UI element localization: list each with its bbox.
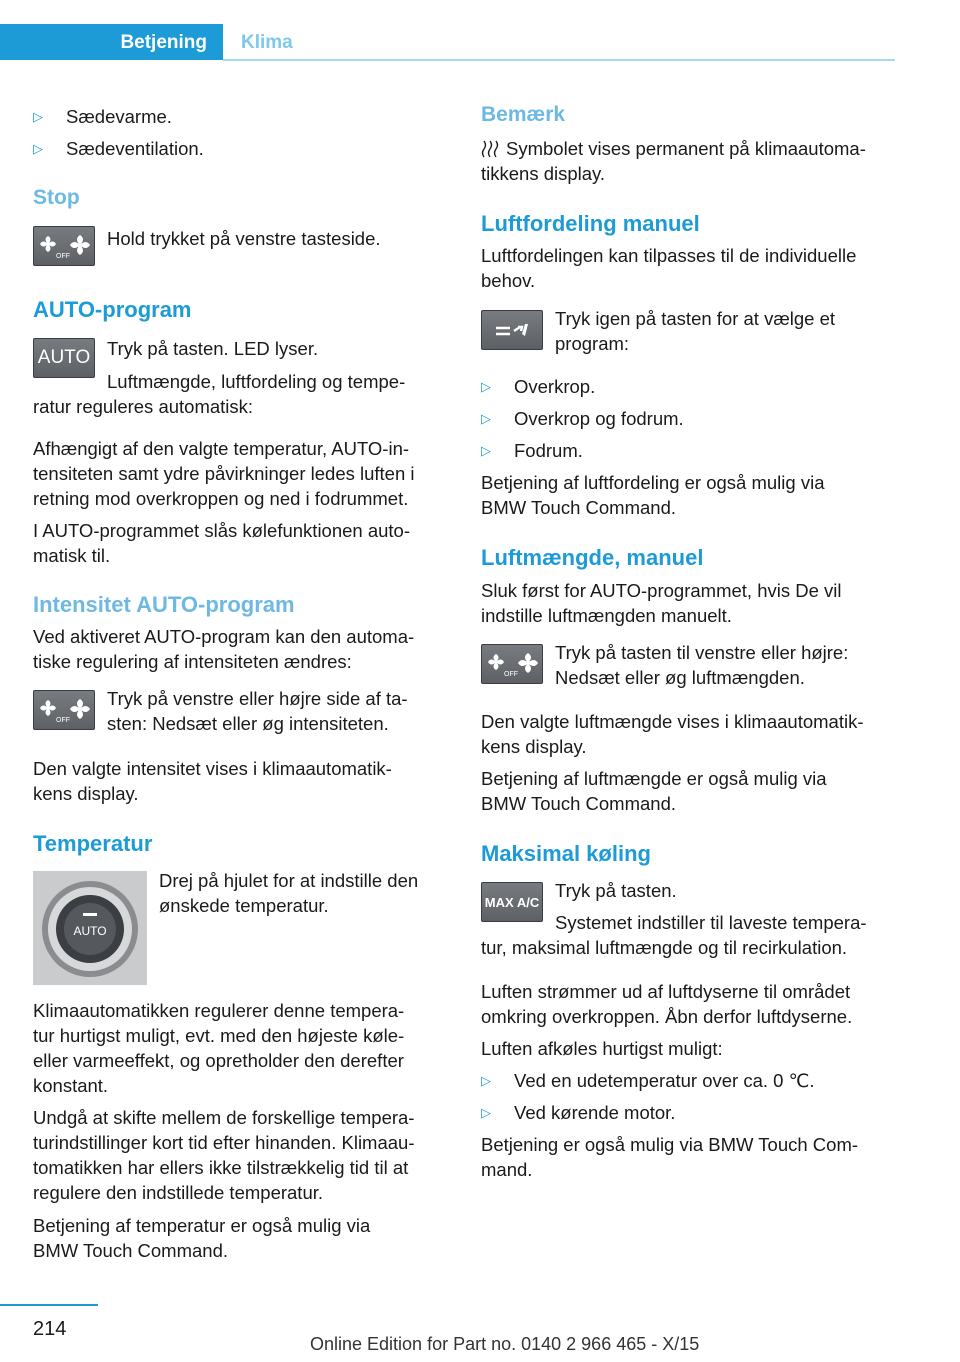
temperature-knob-icon <box>33 871 147 985</box>
maxac-para1-line2: omkring overkroppen. Åbn derfor luftdyserne. <box>481 1006 853 1027</box>
temp-para1-line1: Klimaautomatikken regulerer denne tempera- <box>33 1000 405 1021</box>
temp-para1-line4: konstant. <box>33 1075 109 1096</box>
temperature-text-line2: ønskede temperatur. <box>159 895 329 916</box>
intensity-text-line1: Tryk på venstre eller højre side af ta- <box>107 688 408 709</box>
temp-para2-line1: Undgå at skifte mellem de forskellige tempera- <box>33 1107 415 1128</box>
maxac-para2: Luften afkøles hurtigst muligt: <box>481 1038 723 1059</box>
temperature-text-line1: Drej på hjulet for at indstille den <box>159 870 419 891</box>
heading-air-distribution: Luftfordeling manuel <box>481 211 700 236</box>
airvol-text-line1: Tryk på tasten til venstre eller højre: <box>555 642 849 663</box>
auto-para2-line2: matisk til. <box>33 545 111 566</box>
temp-para3-line2: BMW Touch Command. <box>33 1240 228 1261</box>
stop-text: Hold trykket på venstre tasteside. <box>107 228 381 249</box>
heading-temperatur: Temperatur <box>33 831 153 856</box>
heading-stop: Stop <box>33 186 80 209</box>
fan-icon <box>484 649 540 679</box>
svg-text:OFF: OFF <box>56 253 70 260</box>
page-number: 214 <box>33 1318 67 1340</box>
temp-para2-line3: tomatikken har ellers ikke tilstrækkelig tid til at <box>33 1157 409 1178</box>
maxac-line1: Tryk på tasten. <box>555 880 677 901</box>
maxac-outro-line2: mand. <box>481 1159 533 1180</box>
temperature-knob-image[interactable] <box>33 871 147 985</box>
maxac-line3: tur, maksimal luftmængde og til recirkulation. <box>481 937 848 958</box>
bullet-triangle-icon: ▷ <box>481 1073 491 1088</box>
edition-note: Online Edition for Part no. 0140 2 966 465 - X/15 <box>310 1334 700 1354</box>
bullet-triangle-icon: ▷ <box>481 1105 491 1120</box>
airdist-intro-line1: Luftfordelingen kan tilpasses til de individuelle <box>481 245 857 266</box>
maxac-outro-line1: Betjening er også mulig via BMW Touch Com- <box>481 1134 859 1155</box>
auto-line2: Luftmængde, luftfordeling og tempe- <box>107 371 406 392</box>
airvol-outro-line2: BMW Touch Command. <box>481 793 676 814</box>
airdist-outro-line2: BMW Touch Command. <box>481 497 676 518</box>
note-text-line2: tikkens display. <box>481 163 606 184</box>
header <box>0 24 895 62</box>
airdist-outro-line1: Betjening af luftfordeling er også mulig via <box>481 472 825 493</box>
auto-line3: ratur reguleres automatisk: <box>33 396 254 417</box>
note-text-line1: Symbolet vises permanent på klimaautoma- <box>506 138 866 159</box>
airvol-intro-line1: Sluk først for AUTO-programmet, hvis De vil <box>481 580 842 601</box>
auto-line1: Tryk på tasten. LED lyser. <box>107 338 319 359</box>
heading-auto-program: AUTO-program <box>33 297 192 322</box>
tab-klima[interactable]: Klima <box>241 32 293 53</box>
intensity-intro-line1: Ved aktiveret AUTO-program kan den automa- <box>33 626 415 647</box>
airvol-display-line2: kens display. <box>481 736 587 757</box>
fan-off-icon <box>36 231 92 261</box>
auto-para1-line2: tensiteten samt ydre påvirkninger ledes luften i <box>33 463 415 484</box>
heading-note: Bemærk <box>481 103 566 126</box>
defrost-symbol-icon <box>481 140 499 158</box>
svg-text:OFF: OFF <box>56 717 70 724</box>
airdist-text-line1: Tryk igen på tasten for at vælge et <box>555 308 836 329</box>
temp-para1-line2: tur hurtigst muligt, evt. med den højeste køle- <box>33 1025 405 1046</box>
fan-off-button[interactable] <box>33 226 95 266</box>
bullet-triangle-icon: ▷ <box>33 141 43 156</box>
tab-betjening[interactable] <box>0 24 223 60</box>
footer-rule <box>0 1304 98 1306</box>
fan-intensity-button[interactable] <box>33 690 95 730</box>
intensity-display-line1: Den valgte intensitet vises i klimaautomatik- <box>33 758 392 779</box>
tab-betjening-label: Betjening <box>120 32 207 53</box>
auto-button[interactable]: AUTO <box>33 338 95 378</box>
fan-icon <box>36 695 92 725</box>
airvol-text-line2: Nedsæt eller øg luftmængden. <box>555 667 805 688</box>
auto-para2-line1: I AUTO-programmet slås kølefunktionen auto- <box>33 520 411 541</box>
airvol-outro-line1: Betjening af luftmængde er også mulig via <box>481 768 827 789</box>
air-distribution-icon <box>492 318 532 342</box>
temp-para2-line2: turindstillinger kort tid efter hinanden. Klimaau- <box>33 1132 415 1153</box>
airdist-text-line2: program: <box>555 333 630 354</box>
bullet-triangle-icon: ▷ <box>33 109 43 124</box>
bullet-triangle-icon: ▷ <box>481 443 491 458</box>
maxac-line2: Systemet indstiller til laveste tempera- <box>555 912 867 933</box>
bullet-triangle-icon: ▷ <box>481 411 491 426</box>
header-rule <box>223 59 895 61</box>
auto-para1-line3: retning mod overkroppen og ned i fodrummet. <box>33 488 409 509</box>
heading-air-volume: Luftmængde, manuel <box>481 545 704 570</box>
heading-max-cooling: Maksimal køling <box>481 841 651 866</box>
air-distribution-button[interactable] <box>481 310 543 350</box>
temp-para1-line3: eller varmeeffekt, og opretholder den derefter <box>33 1050 404 1071</box>
max-ac-button[interactable]: MAX A/C <box>481 882 543 922</box>
intensity-display-line2: kens display. <box>33 783 139 804</box>
heading-intensity: Intensitet AUTO-program <box>33 592 295 617</box>
fan-volume-button[interactable] <box>481 644 543 684</box>
bullet-triangle-icon: ▷ <box>481 379 491 394</box>
temp-para3-line1: Betjening af temperatur er også mulig via <box>33 1215 371 1236</box>
temp-para2-line4: regulere den indstillede temperatur. <box>33 1182 324 1203</box>
maxac-para1-line1: Luften strømmer ud af luftdyserne til området <box>481 981 851 1002</box>
airdist-intro-line2: behov. <box>481 270 536 291</box>
airvol-display-line1: Den valgte luftmængde vises i klimaautomatik- <box>481 711 864 732</box>
svg-text:OFF: OFF <box>504 671 518 678</box>
intensity-intro-line2: tiske regulering af intensiteten ændres: <box>33 651 352 672</box>
svg-text:AUTO: AUTO <box>73 924 107 938</box>
auto-para1-line1: Afhængigt af den valgte temperatur, AUTO-in- <box>33 438 410 459</box>
intensity-text-line2: sten: Nedsæt eller øg intensiteten. <box>107 713 389 734</box>
airvol-intro-line2: indstille luftmængden manuelt. <box>481 605 732 626</box>
